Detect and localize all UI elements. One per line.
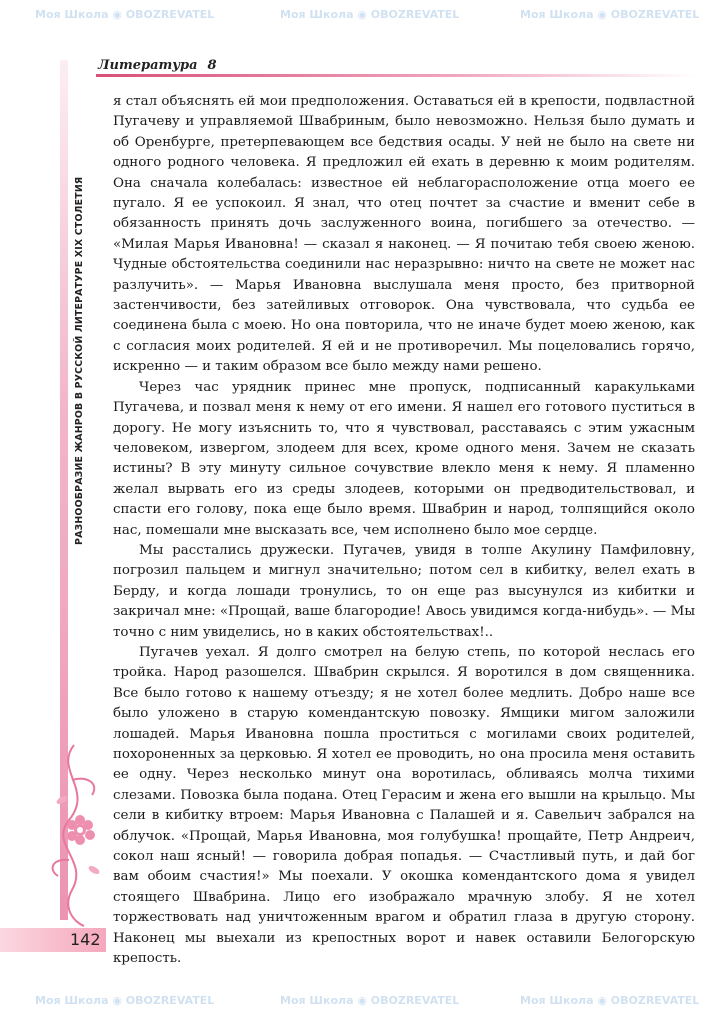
watermark: Моя Школа ◉ OBOZREVATEL	[520, 8, 700, 21]
paragraph: я стал объяснять ей мои предположения. Оставаться ей в крепости, подвластной Пугачеву и управляемой Швабриным, было невозможно. Нельзя было думать и об Оренбурге, претерпевающем все бедствия осады. У ней не было на свете ни одного родного человека. Я предложил ей ехать в деревню к моим родителям. Она сначала колебалась: известное ей неблагорасположение отца моего ее пугало. Я ее успокоил. Я знал, что отец почтет за счастие и вменит себе в обязанность принять дочь заслуженного воина, погибшего за отечество. — «Милая Марья Ивановна! — сказал я наконец. — Я почитаю тебя своею женою. Чудные обстоятельства соединили нас неразрывно: ничто на свете не может нас разлучить». — Марья Ивановна выслушала меня просто, без притворной застенчивости, без затейливых отговорок. Она чувствовала, что судьба ее соединена была с моею. Но она повторила, что не иначе будет моею женою, как с согласия моих родителей. Я ей и не противоречил. Мы поцеловались горячо, искренно — и таким образом все было между нами решено.	[113, 94, 695, 375]
header-rule	[96, 74, 696, 77]
floral-ornament-icon	[44, 740, 114, 930]
paragraph: Мы расстались дружески. Пугачев, увидя в толпе Акулину Памфиловну, погрозил пальцем и мигнул значительно; потом сел в кибитку, велел ехать в Берду, и когда лошади тронулись, то он еще раз высунулся из кибитки и закричал мне: «Прощай, ваше благородие! Авось увидимся когда-нибудь». — Мы точно с ним увиделись, но в каких обстоятельствах!..	[113, 542, 695, 640]
body-text	[113, 92, 695, 969]
header-grade: 8	[207, 58, 217, 73]
section-title-vertical: РАЗНООБРАЗИЕ ЖАНРОВ В РУССКОЙ ЛИТЕРАТУРЕ ХIХ СТОЛЕТИЯ	[74, 176, 85, 545]
watermark: Моя Школа ◉ OBOZREVATEL	[35, 8, 215, 21]
page-number: 142	[70, 930, 101, 949]
watermark: Моя Школа ◉ OBOZREVATEL	[280, 8, 460, 21]
watermark: Моя Школа ◉ OBOZREVATEL	[35, 994, 215, 1007]
running-header	[98, 58, 217, 73]
paragraph: Через час урядник принес мне пропуск, подписанный каракульками Пугачева, и позвал меня к нему от его имени. Я нашел его готового пуститься в дорогу. Не могу изъяснить то, что я чувствовал, расставаясь с этим ужасным человеком, извергом, злодеем для всех, кроме одного меня. Зачем не сказать истины? В эту минуту сильное сочувствие влекло меня к нему. Я пламенно желал вырвать его из среды злодеев, которыми он предводительствовал, и спасти его голову, пока еще было время. Швабрин и народ, толпящийся около нас, помешали мне высказать все, чем исполнено было мое сердце.	[113, 379, 695, 538]
watermark: Моя Школа ◉ OBOZREVATEL	[280, 994, 460, 1007]
watermark: Моя Школа ◉ OBOZREVATEL	[520, 994, 700, 1007]
header-subject: Литература	[98, 58, 198, 73]
paragraph: Пугачев уехал. Я долго смотрел на белую степь, по которой неслась его тройка. Народ разошелся. Швабрин скрылся. Я воротился в дом священника. Все было готово к нашему отъезду; я не хотел более медлить. Добро наше все было уложено в старую комендантскую повозку. Ямщики мигом заложили лошадей. Марья Ивановна пошла проститься с могилами своих родителей, похороненных за церковью. Я хотел ее проводить, но она просила меня оставить ее одну. Через несколько минут она воротилась, обливаясь молча тихими слезами. Повозка была подана. Отец Герасим и жена его вышли на крыльцо. Мы сели в кибитку втроем: Марья Ивановна с Палашей и я. Савельич забрался на облучок. «Прощай, Марья Ивановна, моя голубушка! прощайте, Петр Андреич, сокол наш ясный! — говорила добрая попадья. — Счастливый путь, и дай бог вам обоим счастия!» Мы поехали. У окошка комендантского дома я увидел стоящего Швабрина. Лицо его изображало мрачную злобу. Я не хотел торжествовать над уничтоженным врагом и обратил глаза в другую сторону. Наконец мы выехали из крепостных ворот и навек оставили Белогорскую крепость.	[113, 644, 695, 967]
